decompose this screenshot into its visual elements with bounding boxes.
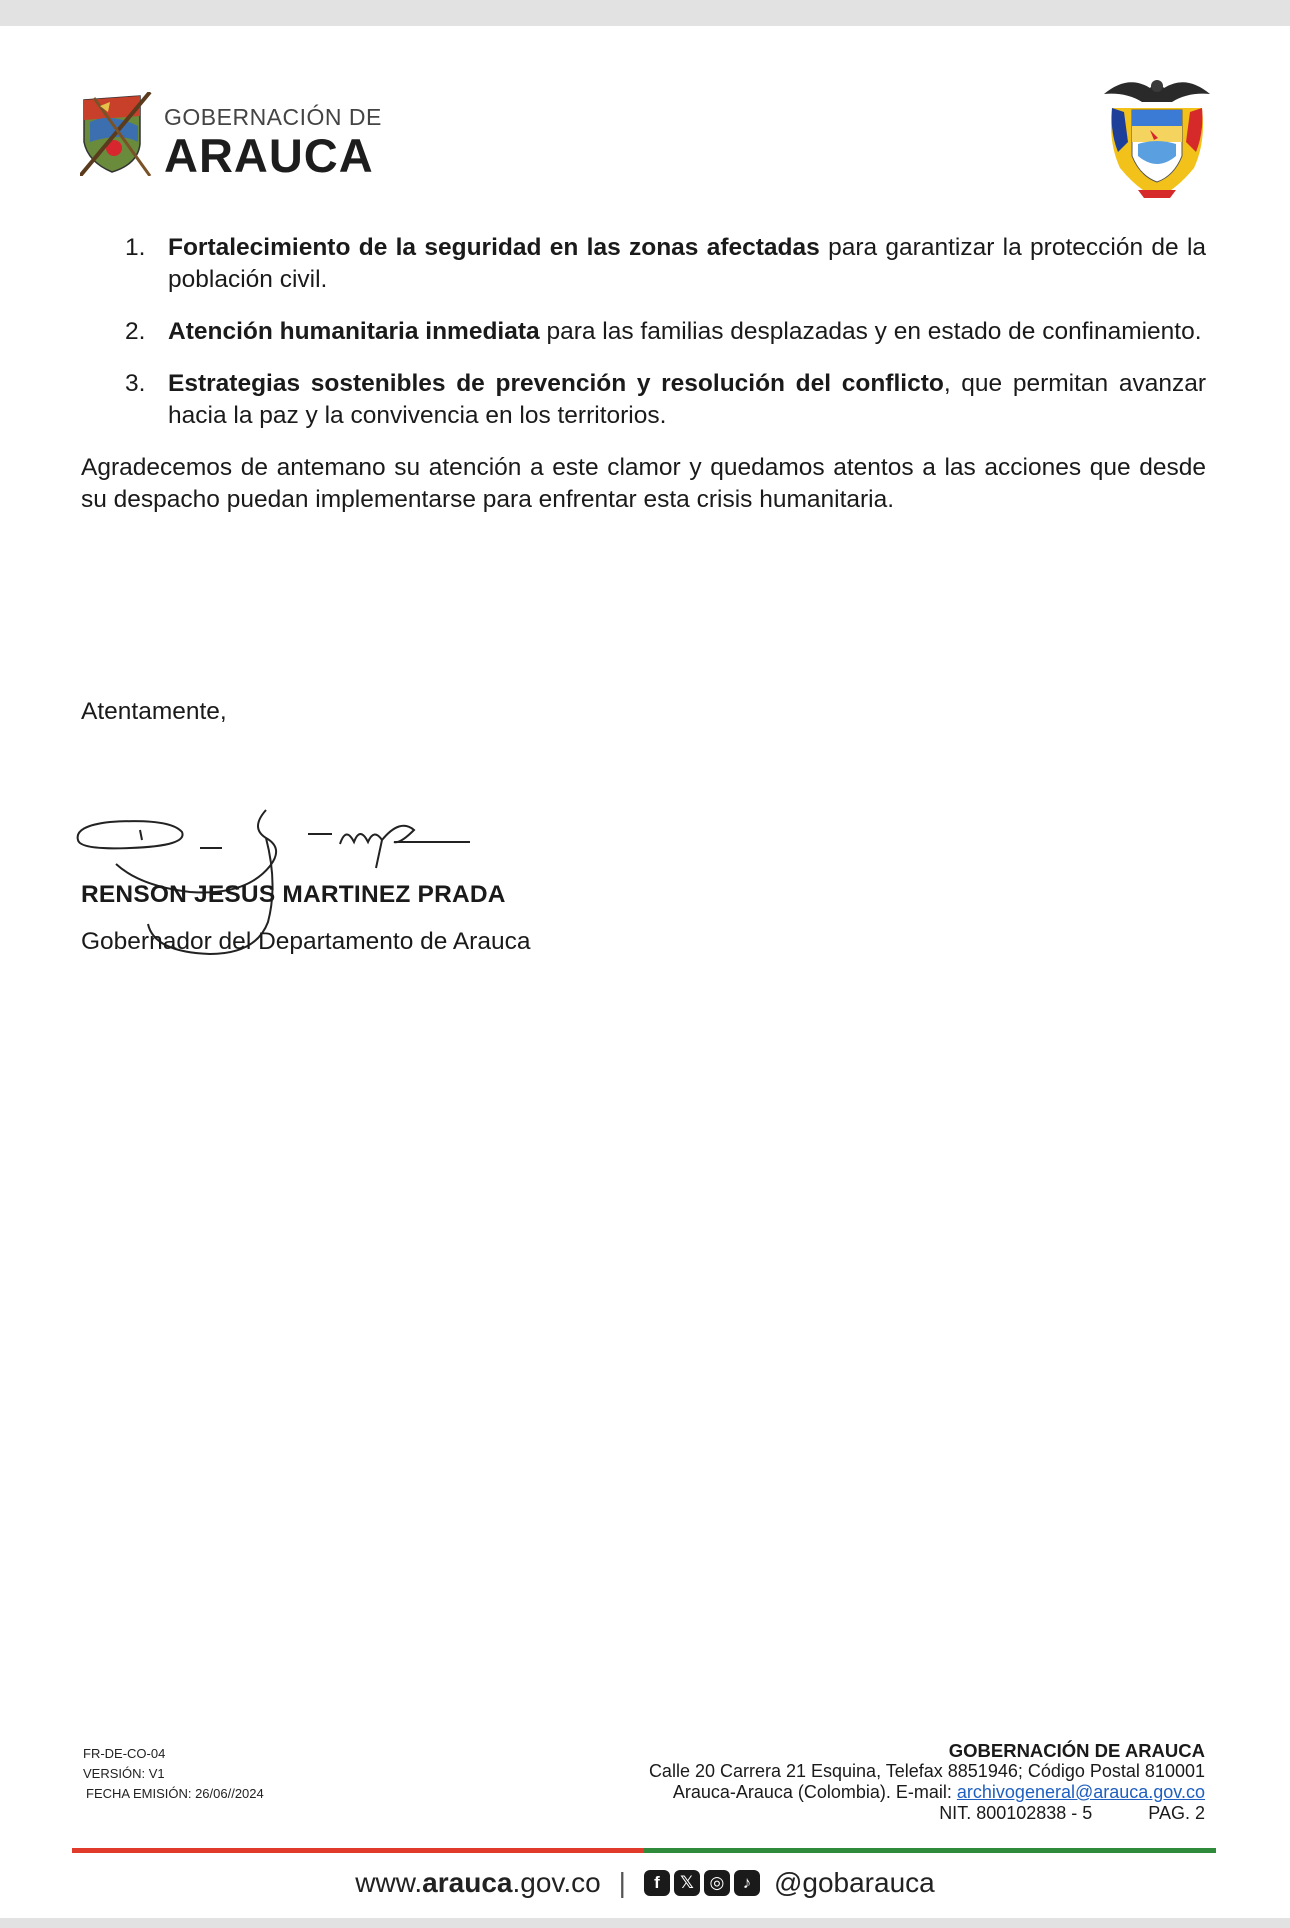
page-number: PAG. 2 <box>1148 1803 1205 1823</box>
logo-text-line1: GOBERNACIÓN DE <box>164 104 382 130</box>
website-domain: arauca <box>422 1867 513 1898</box>
requests-list <box>81 232 1206 516</box>
instagram-icon[interactable]: ◎ <box>704 1870 730 1896</box>
email-link[interactable]: archivogeneral@arauca.gov.co <box>956 1782 1205 1802</box>
footer-separator: | <box>618 1867 626 1898</box>
form-code: FR-DE-CO-04 <box>83 1746 166 1761</box>
closing-paragraph: Agradecemos de antemano su atención a este clamor y quedamos atentos a las acciones que desde su despacho puedan implementarse para enfrentar esta crisis humanitaria. <box>81 454 1206 513</box>
list-item-text: para las familias desplazadas y en estado de confinamiento. <box>539 318 1202 345</box>
website-suffix: .gov.co <box>512 1867 601 1898</box>
salutation: Atentamente, <box>81 698 227 725</box>
x-icon[interactable]: 𝕏 <box>674 1870 700 1896</box>
form-issue-date: FECHA EMISIÓN: 26/06//2024 <box>86 1786 264 1801</box>
arauca-shield-icon <box>80 92 152 176</box>
social-icons <box>644 1870 760 1896</box>
footer-org: GOBERNACIÓN DE ARAUCA <box>948 1740 1205 1761</box>
footer-nit: NIT. 800102838 - 5 <box>939 1803 1093 1823</box>
footer-color-rule <box>72 1848 1216 1853</box>
logo-text-line2: ARAUCA <box>164 129 374 182</box>
colombia-coat-of-arms-icon <box>1098 72 1216 202</box>
list-item <box>81 316 1206 348</box>
form-version: VERSIÓN: V1 <box>83 1766 165 1781</box>
website-social-row <box>0 1862 1290 1904</box>
colombia-coat-of-arms <box>1098 72 1216 202</box>
website-link[interactable] <box>355 1867 600 1899</box>
contact-block <box>649 1740 1205 1824</box>
rule-red-segment <box>72 1848 644 1853</box>
tiktok-icon[interactable]: ♪ <box>734 1870 760 1896</box>
social-handle[interactable]: @gobarauca <box>773 1867 935 1898</box>
document-page <box>0 26 1290 1918</box>
footer-address: Calle 20 Carrera 21 Esquina, Telefax 8851946; Código Postal 810001 <box>648 1761 1205 1781</box>
website-prefix: www. <box>355 1867 423 1898</box>
rule-green-segment <box>644 1848 1216 1853</box>
list-item <box>81 232 1206 296</box>
list-item-bold: Fortalecimiento de la seguridad en las zonas afectadas <box>168 234 820 261</box>
list-number: 2. <box>125 318 146 345</box>
list-number: 3. <box>125 370 146 397</box>
footer-city: Arauca-Arauca (Colombia). E-mail: <box>672 1782 957 1802</box>
list-item-text: , que permitan avanzar hacia la paz y la convivencia en los territorios. <box>168 370 1206 429</box>
footer-nit-page <box>649 1803 1205 1824</box>
list-item-text: para garantizar la protección de la población civil. <box>168 234 1207 293</box>
top-gray-bar <box>0 0 1290 26</box>
signer-title: Gobernador del Departamento de Arauca <box>81 928 531 955</box>
list-number: 1. <box>125 234 146 261</box>
facebook-icon[interactable]: f <box>644 1870 670 1896</box>
footer-city-email <box>649 1782 1205 1803</box>
bottom-gray-bar <box>0 1918 1290 1928</box>
list-item <box>81 368 1206 432</box>
signer-name: RENSON JESUS MARTINEZ PRADA <box>81 881 506 908</box>
gobernacion-logo <box>80 92 380 182</box>
form-metadata <box>83 1744 264 1804</box>
list-item-bold: Estrategias sostenibles de prevención y resolución del conflicto <box>168 370 944 397</box>
list-item-bold: Atención humanitaria inmediata <box>168 318 540 345</box>
